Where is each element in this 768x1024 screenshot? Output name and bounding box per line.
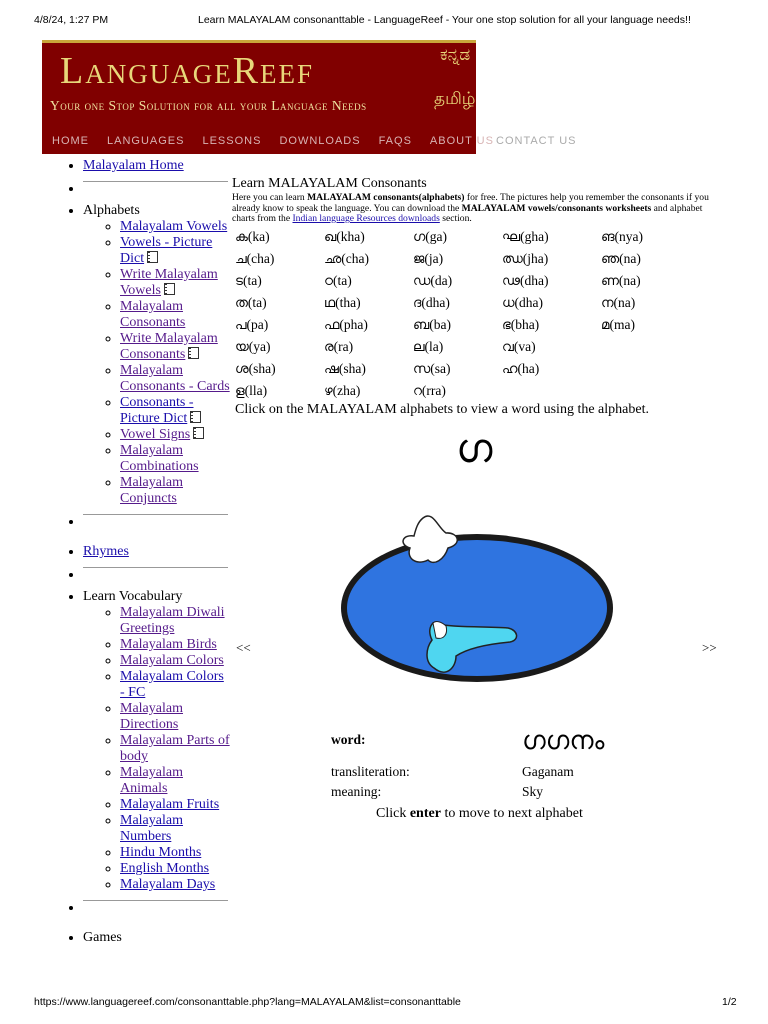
- consonant-cell[interactable]: ഥ(tha): [324, 294, 361, 310]
- consonant-cell[interactable]: വ(va): [502, 338, 536, 354]
- consonant-cell[interactable]: ഠ(ta): [324, 272, 352, 288]
- site-tagline: Your one Stop Solution for all your Language Needs: [50, 98, 367, 113]
- intro-text: section.: [439, 213, 472, 224]
- link-malayalam-animals[interactable]: Malayalam Animals: [120, 765, 183, 796]
- consonant-cell[interactable]: ഹ(ha): [502, 360, 540, 376]
- empty-cell: [599, 358, 683, 380]
- sidebar-item-rhymes: [83, 544, 230, 560]
- link-malayalam-consonants[interactable]: Malayalam Consonants: [120, 299, 186, 330]
- consonant-cell[interactable]: ഗ(ga): [413, 228, 448, 244]
- consonant-row: [233, 226, 683, 248]
- nav-faqs[interactable]: FAQS: [378, 135, 412, 147]
- consonant-cell[interactable]: ര(ra): [324, 338, 354, 354]
- games-heading: Games: [83, 930, 122, 945]
- instruction-text: Click on the MALAYALAM alphabets to view a word using the alphabet.: [235, 402, 649, 417]
- divider: [83, 900, 228, 901]
- consonant-cell[interactable]: മ(ma): [601, 316, 635, 332]
- nav-overflow: [476, 128, 586, 154]
- link-malayalam-directions[interactable]: Malayalam Directions: [120, 701, 183, 732]
- divider: [83, 181, 228, 182]
- link-malayalam-colors-fc[interactable]: Malayalam Colors - FC: [120, 669, 224, 700]
- page-title: Learn MALAYALAM Consonants: [232, 176, 427, 191]
- nav-home[interactable]: HOME: [52, 135, 89, 147]
- next-button[interactable]: >>: [702, 640, 717, 655]
- nav-downloads[interactable]: DOWNLOADS: [279, 135, 361, 147]
- print-url: https://www.languagereef.com/consonanttable.php?lang=MALAYALAM&list=consonanttable: [34, 996, 461, 1008]
- nav-languages[interactable]: LANGUAGES: [107, 135, 185, 147]
- enter-text: to move to next alphabet: [440, 806, 583, 821]
- consonant-cell[interactable]: റ(rra): [413, 382, 446, 398]
- film-icon: [164, 283, 175, 295]
- link-malayalam-days[interactable]: Malayalam Days: [120, 877, 216, 892]
- sky-illustration: [338, 508, 618, 688]
- consonant-cell[interactable]: ച(cha): [235, 250, 275, 266]
- malayalam-home-link[interactable]: Malayalam Home: [83, 158, 184, 173]
- link-malayalam-combinations[interactable]: Malayalam Combinations: [120, 443, 199, 474]
- transliteration-label: transliteration:: [331, 764, 410, 779]
- print-page-number: 1/2: [722, 996, 737, 1008]
- link-malayalam-numbers[interactable]: Malayalam Numbers: [120, 813, 183, 844]
- site-banner[interactable]: [42, 40, 476, 128]
- transliteration-value: Gaganam: [522, 764, 574, 779]
- consonant-cell[interactable]: ധ(dha): [502, 294, 544, 310]
- empty-cell: [500, 380, 599, 402]
- meaning-value: Sky: [522, 784, 544, 799]
- consonant-cell[interactable]: യ(ya): [235, 338, 271, 354]
- nav-lessons[interactable]: LESSONS: [202, 135, 262, 147]
- link-malayalam-birds[interactable]: Malayalam Birds: [120, 637, 217, 652]
- word-value: ഗഗനം: [522, 726, 605, 755]
- word-label: word:: [331, 732, 366, 747]
- consonant-cell[interactable]: ഖ(kha): [324, 228, 365, 244]
- consonant-table: [233, 226, 683, 402]
- sidebar-separator: [83, 514, 230, 530]
- consonant-cell[interactable]: ശ(sha): [235, 360, 276, 376]
- consonant-cell[interactable]: ഘ(gha): [502, 228, 549, 244]
- consonant-row: [233, 314, 683, 336]
- intro-bold: MALAYALAM consonants(alphabets): [307, 192, 465, 203]
- sidebar-separator: [83, 567, 230, 583]
- consonant-cell[interactable]: ന(na): [601, 294, 636, 310]
- alphabets-heading: Alphabets: [83, 203, 140, 218]
- intro-paragraph: [232, 193, 722, 225]
- sidebar-item-alphabets: [83, 203, 230, 507]
- film-icon: [188, 347, 199, 359]
- consonant-cell[interactable]: ങ(nya): [601, 228, 644, 244]
- print-datetime: 4/8/24, 1:27 PM: [34, 14, 109, 26]
- consonant-cell[interactable]: ട(ta): [235, 272, 262, 288]
- consonant-cell[interactable]: ത(ta): [235, 294, 267, 310]
- consonant-cell[interactable]: ഴ(zha): [324, 382, 361, 398]
- consonant-cell[interactable]: ഫ(pha): [324, 316, 368, 332]
- link-malayalam-conjuncts[interactable]: Malayalam Conjuncts: [120, 475, 183, 506]
- empty-cell: [599, 336, 683, 358]
- meaning-label: meaning:: [331, 784, 382, 799]
- intro-bold: MALAYALAM vowels/consonants worksheets: [461, 202, 652, 214]
- consonant-cell[interactable]: ഢ(dha): [502, 272, 549, 288]
- link-vowel-signs[interactable]: Vowel Signs: [120, 427, 191, 442]
- enter-instruction: [376, 806, 583, 822]
- link-hindu-months[interactable]: Hindu Months: [120, 845, 202, 860]
- consonant-row: [233, 248, 683, 270]
- link-english-months[interactable]: English Months: [120, 861, 210, 876]
- enter-text: Click: [376, 806, 410, 821]
- consonant-cell[interactable]: ഭ(bha): [502, 316, 540, 332]
- consonant-cell[interactable]: സ(sa): [413, 360, 451, 376]
- sidebar-separator: [83, 181, 230, 197]
- consonant-cell[interactable]: ഡ(da): [413, 272, 453, 288]
- consonant-cell[interactable]: ദ(dha): [413, 294, 450, 310]
- intro-text: Here you can learn: [232, 192, 308, 203]
- film-icon: [193, 427, 204, 439]
- downloads-link[interactable]: Indian language Resources downloads: [292, 213, 440, 224]
- word-panel: [331, 726, 631, 804]
- enter-key-label: enter: [409, 806, 441, 821]
- divider: [83, 567, 228, 568]
- nav-about-us[interactable]: ABOUT US: [429, 135, 494, 147]
- rhymes-link[interactable]: Rhymes: [83, 544, 129, 559]
- print-title: Learn MALAYALAM consonanttable - LanguageReef - Your one stop solution for all your language needs!!: [198, 14, 691, 26]
- link-malayalam-colors[interactable]: Malayalam Colors: [120, 653, 224, 668]
- consonant-cell[interactable]: ഛ(cha): [324, 250, 370, 266]
- link-write-malayalam-vowels[interactable]: Write Malayalam Vowels: [120, 267, 218, 298]
- sidebar-item-home: [83, 158, 230, 174]
- consonant-cell[interactable]: ഞ(na): [601, 250, 641, 266]
- link-malayalam-consonants-cards[interactable]: Malayalam Consonants - Cards: [120, 363, 230, 394]
- consonant-cell[interactable]: ള(lla): [235, 382, 268, 398]
- tamil-logo-text: தமிழ்: [434, 89, 476, 108]
- consonant-cell[interactable]: ഷ(sha): [324, 360, 366, 376]
- link-malayalam-vowels[interactable]: Malayalam Vowels: [120, 219, 228, 234]
- main-content: [232, 176, 732, 402]
- consonant-cell[interactable]: ല(la): [413, 338, 444, 354]
- empty-cell: [599, 380, 683, 402]
- film-icon: [190, 411, 201, 423]
- consonant-row: [233, 270, 683, 292]
- sidebar: [66, 158, 230, 946]
- link-consonants-picture-dict[interactable]: Consonants - Picture Dict: [120, 395, 194, 426]
- main-nav: [42, 128, 494, 154]
- prev-button[interactable]: <<: [236, 640, 251, 655]
- consonant-row: [233, 336, 683, 358]
- vocabulary-heading: Learn Vocabulary: [83, 589, 183, 604]
- link-vowels-picture-dict[interactable]: Vowels - Picture Dict: [120, 235, 213, 266]
- consonant-row: [233, 380, 683, 402]
- consonant-cell[interactable]: ണ(na): [601, 272, 641, 288]
- intro-text: for free. The pictures help you remember the consonants if you already know to speak the language. You can download the: [232, 192, 709, 214]
- sidebar-item-vocabulary: [83, 589, 230, 893]
- link-diwali-greetings[interactable]: Malayalam Diwali Greetings: [120, 605, 225, 636]
- consonant-cell[interactable]: ജ(ja): [413, 250, 444, 266]
- sky-oval-fill: [347, 540, 607, 676]
- link-write-malayalam-consonants[interactable]: Write Malayalam Consonants: [120, 331, 218, 362]
- consonant-cell[interactable]: പ(pa): [235, 316, 269, 332]
- intro-text: and alphabet charts from the: [232, 202, 703, 224]
- sidebar-separator: [83, 900, 230, 916]
- link-malayalam-fruits[interactable]: Malayalam Fruits: [120, 797, 220, 812]
- kannada-logo-text: ಕನ್ನಡ: [440, 45, 471, 64]
- consonant-cell[interactable]: ബ(ba): [413, 316, 451, 332]
- consonant-cell[interactable]: ഝ(jha): [502, 250, 549, 266]
- site-logo[interactable]: LanguageReef: [60, 50, 315, 92]
- consonant-cell[interactable]: ക(ka): [235, 228, 270, 244]
- divider: [83, 514, 228, 515]
- consonant-row: [233, 292, 683, 314]
- consonant-row: [233, 358, 683, 380]
- link-parts-of-body[interactable]: Malayalam Parts of body: [120, 733, 230, 764]
- selected-letter: ഗ: [456, 426, 493, 471]
- nav-contact-us[interactable]: CONTACT US: [496, 135, 577, 147]
- film-icon: [147, 251, 158, 263]
- sidebar-item-games: [83, 930, 230, 946]
